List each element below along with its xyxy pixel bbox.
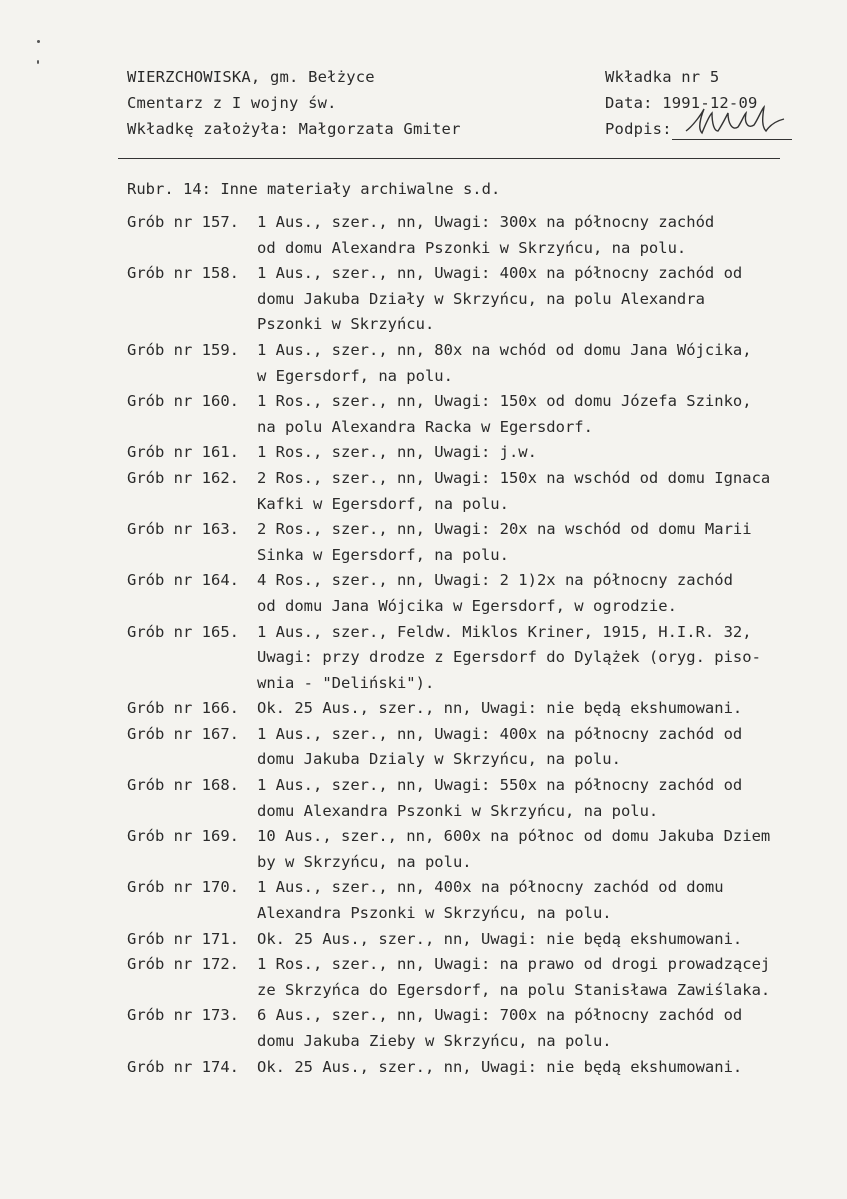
grave-description bbox=[257, 722, 847, 773]
grave-number: Grób nr 165. bbox=[127, 622, 239, 641]
grave-description bbox=[257, 696, 847, 722]
description-line: 1 Aus., szer., nn, 80x na wchód od domu Jana Wójcika, bbox=[257, 340, 752, 359]
grave-number: Grób nr 166. bbox=[127, 699, 239, 718]
grave-entries bbox=[127, 210, 847, 1080]
description-line: Alexandra Pszonki w Skrzyńcu, na polu. bbox=[257, 904, 612, 923]
description-line: Ok. 25 Aus., szer., nn, Uwagi: nie będą ekshumowani. bbox=[257, 699, 743, 718]
grave-number: Grób nr 163. bbox=[127, 520, 239, 539]
grave-description bbox=[257, 261, 847, 338]
grave-description bbox=[257, 773, 847, 824]
description-line: 1 Aus., szer., nn, Uwagi: 400x na północny zachód od bbox=[257, 724, 743, 743]
description-line: domu Jakuba Działy w Skrzyńcu, na polu Alexandra bbox=[257, 289, 705, 308]
grave-number: Grób nr 172. bbox=[127, 955, 239, 974]
description-line: Uwagi: przy drodze z Egersdorf do Dylążek (oryg. piso- bbox=[257, 648, 761, 667]
grave-number: Grób nr 173. bbox=[127, 1006, 239, 1025]
grave-number: Grób nr 161. bbox=[127, 443, 239, 462]
grave-number: Grób nr 174. bbox=[127, 1057, 239, 1076]
description-line: Pszonki w Skrzyńcu. bbox=[257, 315, 435, 334]
grave-entry bbox=[127, 517, 847, 568]
description-line: 1 Aus., szer., nn, 400x na północny zachód od domu bbox=[257, 878, 724, 897]
grave-number: Grób nr 170. bbox=[127, 878, 239, 897]
description-line: domu Jakuba Zieby w Skrzyńcu, na polu. bbox=[257, 1032, 612, 1050]
grave-entry bbox=[127, 952, 847, 1003]
section-title: Rubr. 14: Inne materiały archiwalne s.d. bbox=[127, 180, 501, 198]
description-line: 2 Ros., szer., nn, Uwagi: 150x na wschód od domu Ignaca bbox=[257, 468, 771, 487]
grave-description bbox=[257, 875, 847, 926]
grave-entry bbox=[127, 1055, 847, 1081]
insert-number: Wkładka nr 5 bbox=[605, 68, 720, 86]
handwritten-signature bbox=[672, 117, 792, 140]
description-line: wnia - "Deliński"). bbox=[257, 673, 435, 692]
header-right bbox=[605, 64, 792, 142]
grave-entry bbox=[127, 338, 847, 389]
grave-description bbox=[257, 952, 847, 1003]
description-line: w Egersdorf, na polu. bbox=[257, 366, 453, 385]
description-line: Sinka w Egersdorf, na polu. bbox=[257, 545, 509, 564]
grave-number: Grób nr 168. bbox=[127, 776, 239, 795]
grave-number: Grób nr 169. bbox=[127, 827, 239, 846]
description-line: by w Skrzyńcu, na polu. bbox=[257, 852, 472, 871]
grave-entry bbox=[127, 927, 847, 953]
grave-entry bbox=[127, 466, 847, 517]
signature-label: Podpis: bbox=[605, 120, 672, 138]
description-line: od domu Alexandra Pszonki w Skrzyńcu, na polu. bbox=[257, 238, 687, 257]
cemetery-line: Cmentarz z I wojny św. bbox=[127, 94, 337, 112]
grave-entry bbox=[127, 440, 847, 466]
grave-number: Grób nr 159. bbox=[127, 340, 239, 359]
description-line: ze Skrzyńca do Egersdorf, na polu Stanisława Zawiślaka. bbox=[257, 980, 771, 999]
grave-number: Grób nr 164. bbox=[127, 571, 239, 590]
grave-entry bbox=[127, 210, 847, 261]
grave-description bbox=[257, 927, 847, 953]
grave-number: Grób nr 162. bbox=[127, 468, 239, 487]
location-line: WIERZCHOWISKA, gm. Bełżyce bbox=[127, 68, 375, 86]
grave-description bbox=[257, 824, 847, 875]
edge-mark bbox=[37, 60, 39, 64]
grave-description bbox=[257, 210, 847, 261]
grave-entry bbox=[127, 696, 847, 722]
description-line: 2 Ros., szer., nn, Uwagi: 20x na wschód od domu Marii bbox=[257, 520, 752, 539]
author-line: Wkładkę założyła: Małgorzata Gmiter bbox=[127, 120, 461, 138]
header-divider bbox=[118, 158, 780, 159]
description-line: 1 Ros., szer., nn, Uwagi: na prawo od drogi prowadzącej bbox=[257, 955, 771, 974]
description-line: 1 Aus., szer., nn, Uwagi: 300x na północny zachód bbox=[257, 213, 715, 231]
grave-description bbox=[257, 389, 847, 440]
description-line: 1 Aus., szer., nn, Uwagi: 550x na północny zachód od bbox=[257, 776, 743, 795]
grave-description bbox=[257, 568, 847, 619]
grave-number: Grób nr 171. bbox=[127, 929, 239, 948]
grave-entry bbox=[127, 773, 847, 824]
grave-number: Grób nr 160. bbox=[127, 392, 239, 411]
grave-description bbox=[257, 1055, 847, 1081]
description-line: 10 Aus., szer., nn, 600x na północ od domu Jakuba Dziem bbox=[257, 827, 771, 846]
grave-description bbox=[257, 620, 847, 697]
description-line: 1 Ros., szer., nn, Uwagi: j.w. bbox=[257, 443, 537, 462]
grave-entry bbox=[127, 824, 847, 875]
description-line: Kafki w Egersdorf, na polu. bbox=[257, 494, 509, 513]
grave-entry bbox=[127, 389, 847, 440]
description-line: od domu Jana Wójcika w Egersdorf, w ogrodzie. bbox=[257, 596, 677, 615]
grave-number: Grób nr 158. bbox=[127, 264, 239, 283]
description-line: 1 Ros., szer., nn, Uwagi: 150x od domu Józefa Szinko, bbox=[257, 392, 752, 411]
grave-entry bbox=[127, 620, 847, 697]
grave-number: Grób nr 167. bbox=[127, 724, 239, 743]
grave-entry bbox=[127, 1003, 847, 1054]
grave-entry bbox=[127, 261, 847, 338]
grave-entry bbox=[127, 568, 847, 619]
signature-row bbox=[605, 116, 792, 142]
description-line: 1 Aus., szer., nn, Uwagi: 400x na północny zachód od bbox=[257, 264, 743, 283]
grave-description bbox=[257, 440, 847, 466]
description-line: domu Alexandra Pszonki w Skrzyńcu, na polu. bbox=[257, 801, 659, 820]
grave-entry bbox=[127, 722, 847, 773]
grave-description bbox=[257, 338, 847, 389]
grave-number: Grób nr 157. bbox=[127, 213, 239, 231]
description-line: Ok. 25 Aus., szer., nn, Uwagi: nie będą ekshumowani. bbox=[257, 929, 743, 948]
header-left bbox=[127, 64, 461, 142]
description-line: 4 Ros., szer., nn, Uwagi: 2 1)2x na północny zachód bbox=[257, 571, 733, 590]
description-line: na polu Alexandra Racka w Egersdorf. bbox=[257, 417, 593, 436]
edge-mark bbox=[37, 40, 40, 43]
grave-description bbox=[257, 1003, 847, 1054]
grave-description bbox=[257, 466, 847, 517]
date-line: Data: 1991-12-09 bbox=[605, 94, 758, 112]
description-line: domu Jakuba Dzialy w Skrzyńcu, na polu. bbox=[257, 750, 621, 769]
grave-entry bbox=[127, 875, 847, 926]
description-line: Ok. 25 Aus., szer., nn, Uwagi: nie będą ekshumowani. bbox=[257, 1057, 743, 1076]
description-line: 1 Aus., szer., Feldw. Miklos Kriner, 1915, H.I.R. 32, bbox=[257, 622, 752, 641]
description-line: 6 Aus., szer., nn, Uwagi: 700x na północny zachód od bbox=[257, 1006, 743, 1025]
grave-description bbox=[257, 517, 847, 568]
